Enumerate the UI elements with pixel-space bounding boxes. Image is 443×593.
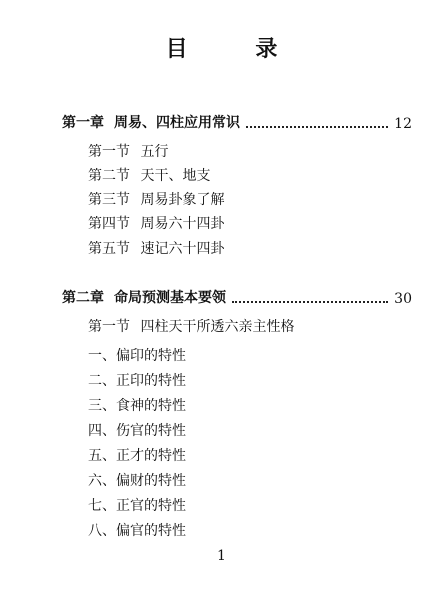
subsection-entry[interactable]: 八、偏官的特性 (88, 523, 186, 539)
page-title: 目 录 (165, 37, 308, 62)
chapter-number: 第二章 (62, 290, 104, 306)
chapter-2-entry[interactable] (62, 287, 412, 307)
section-number: 第一节 (88, 319, 130, 335)
section-title: 周易六十四卦 (140, 216, 225, 232)
subsection-entry[interactable]: 一、偏印的特性 (88, 348, 186, 364)
chapter-title: 命局预测基本要领 (114, 290, 226, 306)
section-entry[interactable] (88, 213, 224, 233)
section-entry[interactable] (88, 238, 224, 258)
section-title: 四柱天干所透六亲主性格 (140, 319, 295, 335)
subsection-entry[interactable]: 二、正印的特性 (88, 373, 186, 389)
subsection-entry[interactable]: 六、偏财的特性 (88, 473, 186, 489)
section-title: 五行 (140, 144, 169, 160)
subsection-entry[interactable]: 四、伤官的特性 (88, 423, 186, 439)
section-entry[interactable] (88, 165, 210, 185)
page-number: 1 (217, 548, 226, 564)
chapter-page-number: 12 (394, 116, 412, 132)
section-title: 速记六十四卦 (140, 241, 225, 257)
section-number: 第二节 (88, 168, 130, 184)
subsection-entry[interactable]: 三、食神的特性 (88, 398, 186, 414)
chapter-title: 周易、四柱应用常识 (114, 115, 240, 131)
subsection-entry[interactable]: 五、正才的特性 (88, 448, 186, 464)
chapter-number: 第一章 (62, 115, 104, 131)
section-entry[interactable] (88, 316, 294, 336)
section-title: 天干、地支 (140, 168, 211, 184)
chapter-1-entry[interactable] (62, 112, 412, 132)
section-entry[interactable] (88, 141, 168, 161)
section-title: 周易卦象了解 (140, 192, 225, 208)
dot-leader (246, 125, 388, 128)
section-number: 第四节 (88, 216, 130, 232)
chapter-page-number: 30 (394, 291, 412, 307)
section-entry[interactable] (88, 189, 224, 209)
subsection-entry[interactable]: 七、正官的特性 (88, 498, 186, 514)
section-number: 第一节 (88, 144, 130, 160)
dot-leader (232, 300, 388, 303)
section-number: 第三节 (88, 192, 130, 208)
section-number: 第五节 (88, 241, 130, 257)
